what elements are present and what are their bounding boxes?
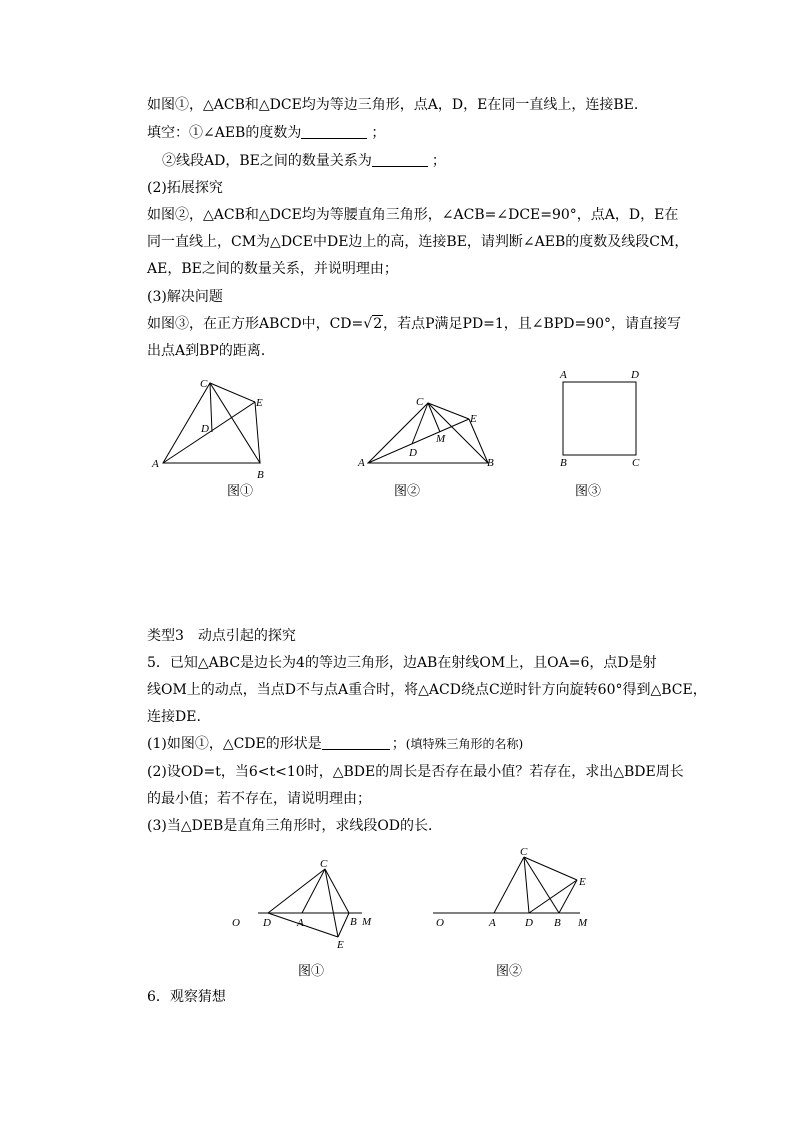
text-line: 同一直线上，CM为△DCE中DE边上的高，连接BE，请判断∠AEB的度数及线段CM， [147,234,689,250]
segment-eb [255,402,260,463]
label-a-f2: A [489,917,496,929]
segment-ce-2 [428,403,469,419]
label-d-f1: D [263,917,271,929]
label-m-f1: M [362,916,372,928]
answer-blank[interactable] [322,735,390,750]
label-b: B [257,469,264,481]
label-e: E [256,397,263,409]
answer-blank[interactable] [372,152,428,167]
segment-dc-1 [268,869,325,913]
label-d: D [201,423,209,435]
text-line: (3)当△DEB是直角三角形时，求线段OD的长． [147,818,443,834]
text-segment: 填空：①∠AEB的度数为 [147,125,302,141]
label-m-f2: M [578,917,588,929]
segment-cd [210,383,212,432]
segment-ac-1 [302,869,325,913]
segment-ae-2 [368,419,469,463]
text-line: AE，BE之间的数量关系，并说明理由； [147,261,398,277]
text-segment: ； [371,125,386,141]
text-line: 线OM上的动点，当点D不与点A重合时，将△ACD绕点C逆时针方向旋转60°得到△BCE， [147,682,707,698]
caption-fig2-set2: 图② [496,964,523,979]
label-c-2: C [416,396,424,408]
text-line: 6．观察猜想 [147,989,226,1005]
text-segment: (1)如图①，△CDE的形状是 [147,736,322,752]
segment-cd-2 [412,403,428,444]
label-a-f1: A [297,917,304,929]
caption-fig3: 图③ [575,484,602,499]
label-b-f2: B [554,917,561,929]
label-o-f2: O [436,917,444,929]
caption-fig2: 图② [394,484,421,499]
text-line: 5．已知△ABC是边长为4的等边三角形，边AB在射线OM上，且OA=6，点D是射 [147,655,657,671]
label-e-2: E [470,413,477,425]
label-a: A [152,458,159,470]
text-line: 的最小值；若不存在，请说明理由； [147,791,371,807]
fill-in-line [147,734,523,754]
sqrt-expression: √2 [363,316,383,332]
figure-2-isosceles-right [368,403,488,463]
caption-fig1: 图① [227,484,254,499]
caption-fig1-set2: 图① [298,964,325,979]
text-line: (2)设OD=t，当6<t<10时，△BDE的周长是否存在最小值？若存在，求出△BDE周长 [147,764,684,780]
hint-note: (填特殊三角形的名称) [405,737,524,751]
fill-in-line [162,151,446,171]
label-b-2: B [487,457,494,469]
label-b-3: B [560,457,567,469]
label-o-f1: O [232,917,240,929]
subheading: (3)解决问题 [147,289,223,305]
text-line: 连接DE. [147,709,201,725]
label-c-3: C [632,457,640,469]
label-m-2: M [436,433,446,445]
segment-eb-2 [469,419,488,463]
subheading: (2)拓展探究 [147,180,223,196]
triangle-acb-2 [368,403,488,463]
segment-ce-1 [325,869,338,937]
segment-dc-2 [524,857,529,913]
segment-bc-2 [524,857,559,913]
label-b-f1: B [350,916,357,928]
segment-ce-2b [524,857,577,880]
square-abcd [563,382,636,455]
label-d-2: D [409,447,417,459]
segment-de-1 [268,913,338,937]
label-c-f1: C [320,858,328,870]
segment-be-1 [338,913,349,937]
text-segment: ，若点P满足PD=1，且∠BPD=90°，请直接写 [383,316,682,332]
segment-ce [210,383,255,402]
label-a-3: A [560,369,567,381]
segment-de-2 [529,880,577,913]
label-a-2: A [358,457,365,469]
segment-ac-2 [494,857,524,913]
text-segment: ； [391,736,406,752]
triangle-acb [163,383,260,463]
section-type-heading: 类型3 动点引起的探究 [147,628,296,644]
text-segment: ②线段AD，BE之间的数量关系为 [162,153,372,169]
segment-cm-2 [428,403,440,432]
text-segment: ； [431,153,446,169]
label-c: C [200,378,208,390]
text-line: 如图②，△ACB和△DCE均为等腰直角三角形，∠ACB=∠DCE=90°，点A，D，E在 [147,207,679,223]
sqrt-radicand: 2 [373,316,383,332]
answer-blank[interactable] [301,124,367,139]
segment-ae [163,402,255,463]
label-c-f2: C [520,846,528,858]
label-d-3: D [631,369,639,381]
label-e-f2: E [579,876,586,888]
label-d-f2: D [525,917,533,929]
text-segment: 如图③，在正方形ABCD中，CD= [147,316,364,332]
text-line [147,314,681,334]
segment-bc-1 [325,869,349,913]
text-line: 如图①，△ACB和△DCE均为等边三角形，点A，D，E在同一直线上，连接BE. [147,97,639,113]
fill-in-line [147,123,385,143]
segment-be-2 [559,880,577,913]
text-line: 出点A到BP的距离． [147,343,275,359]
label-e-f1: E [337,939,344,951]
